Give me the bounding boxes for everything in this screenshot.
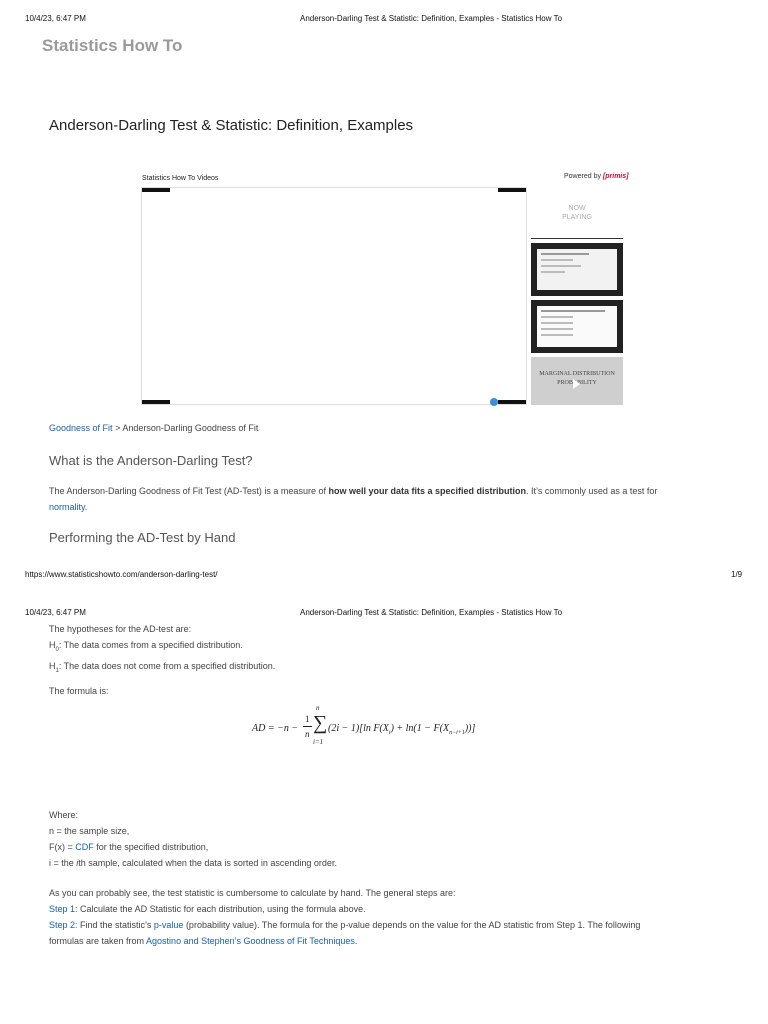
video-player[interactable] bbox=[141, 187, 527, 405]
h0-label: H bbox=[49, 640, 56, 650]
formula-body bbox=[328, 723, 475, 736]
formula-body-b: ) + ln(1 − F(X bbox=[390, 723, 450, 734]
print-url: https://www.statisticshowto.com/anderson-darling-test/ bbox=[25, 570, 218, 579]
print-timestamp: 10/4/23, 6:47 PM bbox=[25, 14, 86, 23]
step-2-text: Find the statistic’s bbox=[77, 920, 154, 930]
thumb-3-caption-line1: MARGINAL DISTRIBUTION bbox=[539, 371, 615, 377]
formula-body-c: ))] bbox=[464, 723, 476, 734]
playlist-thumb-1[interactable] bbox=[531, 243, 623, 296]
where-f-suffix: for the specified distribution, bbox=[93, 842, 209, 852]
primis-logo[interactable]: [primis] bbox=[602, 173, 629, 180]
step-1-link[interactable]: Step 1: bbox=[49, 904, 78, 914]
now-playing-line1: NOW bbox=[568, 205, 586, 212]
h1-text: : The data does not come from a specified distribution. bbox=[58, 660, 276, 671]
step-1-text: Calculate the AD Statistic for each distribution, using the formula above. bbox=[77, 904, 366, 914]
powered-by bbox=[564, 173, 629, 180]
now-playing-line2: PLAYING bbox=[562, 214, 592, 221]
breadcrumb-separator: > bbox=[115, 423, 121, 433]
thumb-2-image bbox=[537, 306, 617, 347]
breadcrumb-current: Anderson-Darling Goodness of Fit bbox=[122, 423, 259, 433]
player-corner bbox=[498, 188, 526, 192]
h1-label: H bbox=[49, 660, 56, 671]
breadcrumb bbox=[49, 423, 258, 433]
step-2-line2 bbox=[49, 933, 739, 949]
hypothesis-h0 bbox=[49, 637, 275, 658]
formula-lhs: AD = −n − bbox=[252, 723, 299, 734]
powered-by-text: Powered by bbox=[564, 173, 601, 180]
play-indicator-icon[interactable] bbox=[490, 398, 498, 406]
player-corner bbox=[498, 400, 526, 404]
formula-frac-num: 1 bbox=[305, 714, 310, 724]
print-timestamp-page2: 10/4/23, 6:47 PM bbox=[25, 608, 86, 617]
hypotheses-intro: The hypotheses for the AD-test are: bbox=[49, 624, 192, 634]
para-text: . It’s commonly used as a test for bbox=[525, 486, 658, 496]
print-page-title-page2: Anderson-Darling Test & Statistic: Definition, Examples - Statistics How To bbox=[300, 608, 563, 617]
where-f bbox=[49, 839, 337, 855]
player-corner bbox=[142, 188, 170, 192]
playlist-divider bbox=[531, 238, 623, 239]
formula-sum-top: n bbox=[316, 704, 320, 712]
step-2-link[interactable]: Step 2: bbox=[49, 920, 78, 930]
site-logo[interactable]: Statistics How To bbox=[42, 36, 183, 55]
p-value-link[interactable]: p-value bbox=[153, 920, 184, 930]
formula-frac-bar bbox=[303, 726, 312, 727]
thumb-3-caption-line2: PROBABILITY bbox=[557, 380, 597, 386]
play-icon[interactable] bbox=[573, 379, 580, 389]
section-heading-what-is: What is the Anderson-Darling Test? bbox=[49, 453, 253, 468]
player-corner bbox=[142, 400, 170, 404]
para-bold: how well your data fits a specified distribution bbox=[328, 486, 526, 496]
cdf-link[interactable]: CDF bbox=[75, 842, 94, 852]
agostino-stephens-link[interactable]: Agostino and Stephen’s Goodness of Fit Techniques bbox=[146, 936, 355, 946]
where-block bbox=[49, 807, 337, 871]
para-text: . bbox=[84, 502, 88, 512]
hypothesis-h1 bbox=[49, 658, 275, 679]
step-2-text: . bbox=[354, 936, 358, 946]
normality-link[interactable]: normality bbox=[49, 502, 85, 512]
formula-intro: The formula is: bbox=[49, 686, 109, 696]
print-page-number: 1/9 bbox=[731, 570, 743, 579]
breadcrumb-link-goodness-of-fit[interactable]: Goodness of Fit bbox=[49, 423, 113, 433]
where-label: Where: bbox=[49, 810, 79, 820]
where-i-prefix: i = the bbox=[49, 858, 77, 868]
where-i-suffix: th sample, calculated when the data is sorted in ascending order. bbox=[78, 858, 337, 868]
where-n: n = the sample size, bbox=[49, 826, 130, 836]
where-f-prefix: F(x) = bbox=[49, 842, 76, 852]
print-page-title: Anderson-Darling Test & Statistic: Definition, Examples - Statistics How To bbox=[300, 14, 563, 23]
steps-intro: As you can probably see, the test statistic is cumbersome to calculate by hand. The general steps are: bbox=[49, 888, 456, 898]
playlist-thumb-3[interactable] bbox=[531, 357, 623, 405]
step-1 bbox=[49, 901, 739, 917]
where-i-em: i bbox=[76, 858, 79, 868]
now-playing bbox=[531, 204, 623, 222]
formula-sigma: ∑ bbox=[313, 712, 328, 734]
thumb-1-image bbox=[537, 249, 617, 290]
h0-text: : The data comes from a specified distribution. bbox=[58, 640, 243, 650]
where-i bbox=[49, 855, 337, 871]
h1-sub: 1 bbox=[55, 667, 59, 674]
para-text: The Anderson-Darling Goodness of Fit Test (AD-Test) is a measure of bbox=[49, 486, 329, 496]
steps-block bbox=[49, 885, 739, 949]
step-2-text: (probability value). The formula for the p-value depends on the value for the AD statistic from Step 1. The following bbox=[183, 920, 641, 930]
formula-body-a: (2i − 1)[ln F(X bbox=[328, 723, 389, 734]
step-2-text: formulas are taken from bbox=[49, 936, 147, 946]
formula-frac-den: n bbox=[305, 729, 310, 739]
formula-sum-bottom: i=1 bbox=[313, 738, 324, 746]
step-2 bbox=[49, 917, 739, 933]
formula-sub-nmi: n−i+1 bbox=[449, 730, 465, 736]
h0-sub: 0 bbox=[55, 646, 59, 653]
section-heading-performing: Performing the AD-Test by Hand bbox=[49, 530, 236, 545]
video-label: Statistics How To Videos bbox=[142, 175, 219, 182]
hypotheses-block bbox=[49, 621, 275, 679]
section1-paragraph bbox=[49, 483, 739, 515]
playlist-thumb-2[interactable] bbox=[531, 300, 623, 353]
formula-sub-i: i bbox=[388, 730, 391, 736]
article-title: Anderson-Darling Test & Statistic: Definition, Examples bbox=[49, 117, 414, 134]
